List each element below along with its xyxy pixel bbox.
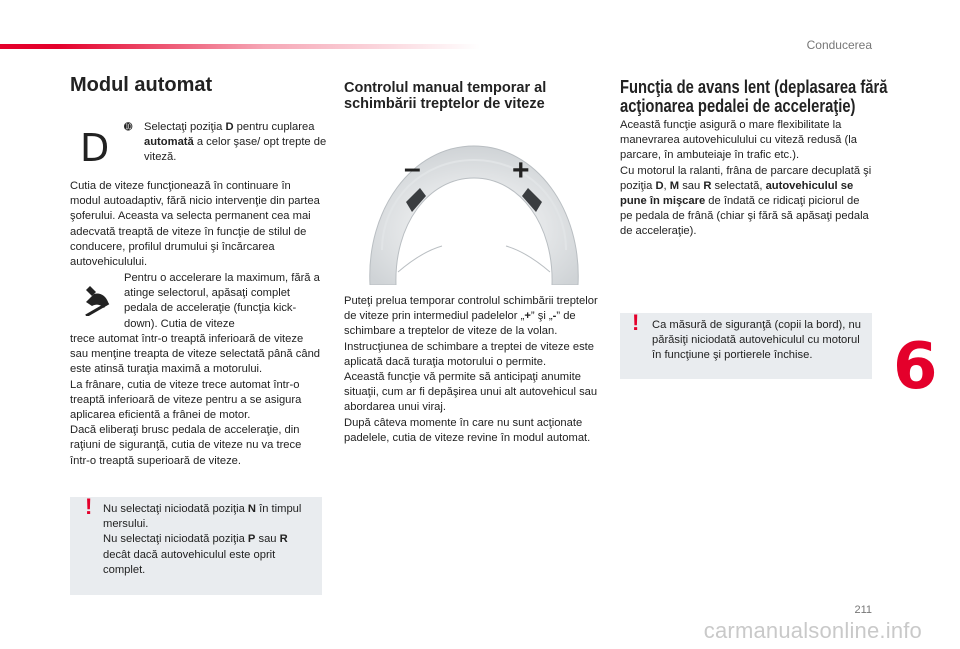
kickdown-text-indented: Pentru o accelerare la maximum, fără a atinge selectorul, apăsaţi complet pedala de acceleraţie (funcţia kick-down). Cutia de viteze — [124, 272, 320, 330]
warning-box-safety — [620, 310, 872, 379]
left-column — [70, 74, 213, 96]
warning-icon: ! — [632, 310, 640, 335]
warning-text: Ca măsură de siguranţă (copii la bord), nu părăsiţi niciodată autovehiculul cu motorul în funcţiune şi portierele închise. — [652, 319, 861, 362]
header-accent-bar — [0, 44, 480, 49]
section-title-creep-function: Funcţia de avans lent (deplasarea fără acţionarea pedalei de acceleraţie) — [620, 77, 888, 116]
left-paragraph-1: Cutia de viteze funcţionează în continuare în modul autoadaptiv, fără nicio intervenţie din partea şoferului. Aceasta va selecta permanent cea mai adecvată treaptă de viteze în funcţie de stilul de conducere, profilul drumului şi încărcarea autovehiculului. — [70, 180, 320, 269]
arrow-bullet-icon: ➓ — [124, 122, 133, 133]
steering-wheel-paddles-illustration — [362, 140, 586, 285]
warning-box-gear-selection — [70, 494, 322, 595]
warning-text: Nu selectaţi niciodată poziţia N în timpul mersului. Nu selectaţi niciodată poziţia P sau R decât dacă autovehiculul este oprit complet. — [103, 503, 302, 576]
page-number: 211 — [854, 604, 872, 616]
watermark-text: carmanualsonline.info — [703, 618, 922, 643]
warning-icon: ! — [85, 494, 93, 519]
foot-pedal-icon — [80, 282, 114, 316]
minus-paddle-label: – — [404, 152, 421, 185]
section-title-automatic-mode: Modul automat — [70, 74, 213, 96]
chapter-number-tab: 6 — [893, 330, 938, 404]
plus-paddle-label: + — [512, 154, 530, 187]
section-title-manual-control: Controlul manual temporar al schimbării treptelor de viteze — [344, 80, 547, 112]
right-paragraphs: Această funcţie asigură o mare flexibilitate la manevrarea autovehiculului cu viteză redusă (la parcare, în ambuteiaje în trafic etc.). Cu motorul la ralanti, frâna de parcare decuplată şi poziţia D, M sau R selectată, autovehiculul se pune în mişcare de îndată ce ridicaţi piciorul de pe pedala de frână (chiar şi fără să apăsaţi pedala de acceleraţie). — [620, 119, 872, 238]
middle-paragraphs: Puteţi prelua temporar controlul schimbării treptelor de viteze prin intermediul padelelor „+” şi „-” de schimbare a treptelor de viteze de la volan. Instrucţiunea de schimbare a treptei de viteze este aplicată dacă turaţia motorului o permite. Această funcţie vă permite să anticipaţi anumite situaţii, cum ar fi depăşirea unui alt autovehicul sau abordarea unui viraj. După câteva momente în care nu sunt acţionate padelele, cutia de viteze revine în modul automat. — [344, 295, 598, 444]
instruction-text: Selectaţi poziţia D pentru cuplarea automată a celor şase/ opt trepte de viteză. — [144, 121, 327, 164]
left-paragraph-2: trece automat într-o treaptă inferioară de viteze sau menţine treapta de viteze selectată până când este atinsă turaţia maximă a motorului. La frânare, cutia de viteze trece automat într-o treaptă inferioară de viteze pentru a se asigura aplicarea eficientă a frânei de motor. Dacă eliberaţi brusc pedala de acceleraţie, din raţiuni de siguranţă, cutia de viteze nu va trece într-o treaptă superioară de viteze. — [70, 333, 321, 467]
chapter-title: Conducerea — [806, 38, 872, 52]
gear-d-symbol: D — [80, 126, 110, 170]
